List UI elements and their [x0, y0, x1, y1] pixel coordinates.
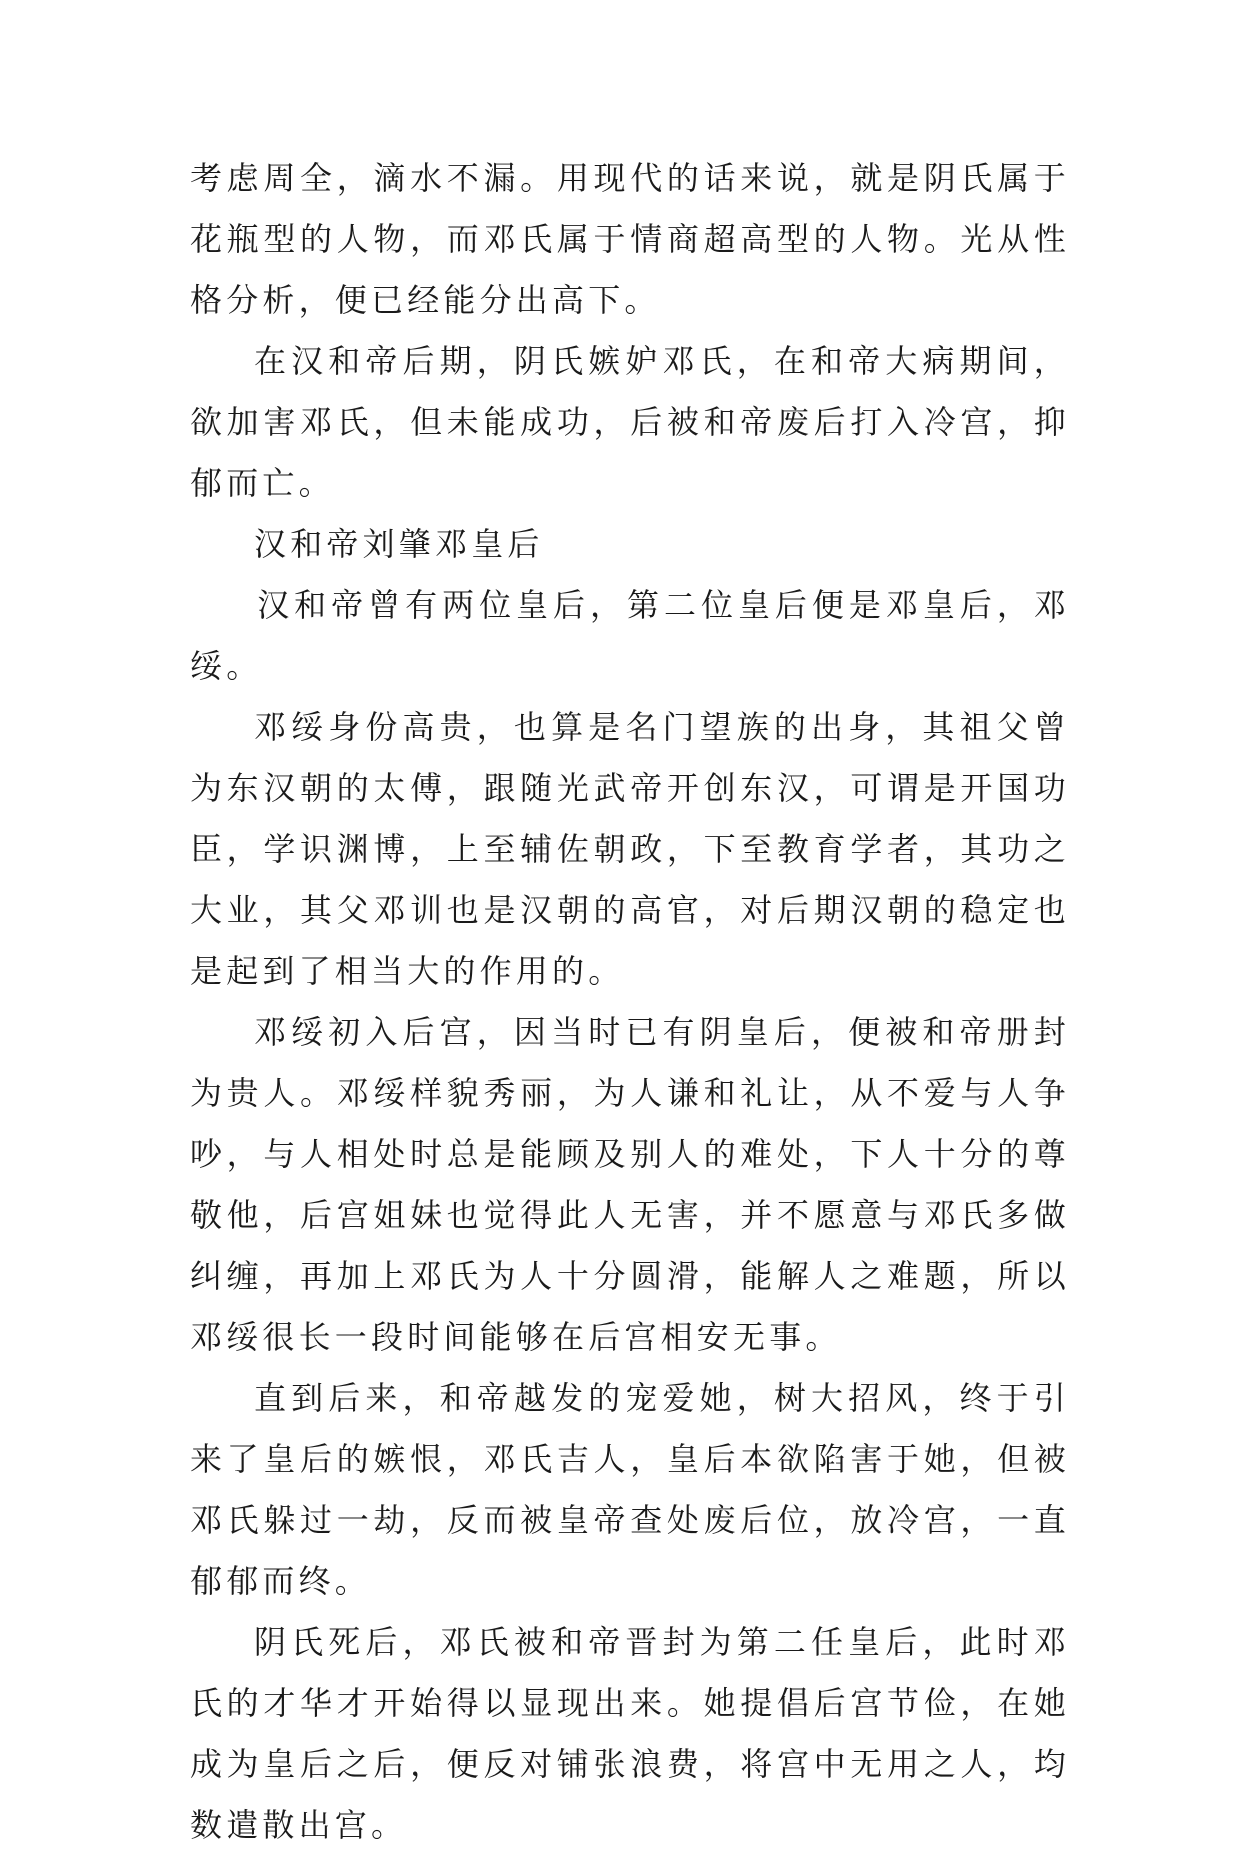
paragraph-4: 邓绥身份高贵，也算是名门望族的出身，其祖父曾为东汉朝的太傅，跟随光武帝开创东汉，可谓是开国功臣，学识渊博，上至辅佐朝政，下至教育学者，其功之大业，其父邓训也是汉朝的高官，对后期汉朝的稳定也是起到了相当大的作用的。 — [190, 708, 1070, 990]
paragraph-6: 直到后来，和帝越发的宠爱她，树大招风，终于引来了皇后的嫉恨，邓氏吉人，皇后本欲陷害于她，但被邓氏躲过一劫，反而被皇帝查处废后位，放冷宫，一直郁郁而终。 — [190, 1379, 1070, 1600]
paragraph-3: 汉和帝曾有两位皇后，第二位皇后便是邓皇后，邓绥。 — [190, 586, 1070, 685]
paragraph-5: 邓绥初入后宫，因当时已有阴皇后，便被和帝册封为贵人。邓绥样貌秀丽，为人谦和礼让，从不爱与人争吵，与人相处时总是能顾及别人的难处，下人十分的尊敬他，后宫姐妹也觉得此人无害，并不愿意与邓氏多做纠缠，再加上邓氏为人十分圆滑，能解人之难题，所以邓绥很长一段时间能够在后宫相安无事。 — [190, 1013, 1070, 1356]
section-heading: 汉和帝刘肇邓皇后 — [254, 525, 544, 563]
paragraph-7: 阴氏死后，邓氏被和帝晋封为第二任皇后，此时邓氏的才华才开始得以显现出来。她提倡后宫节俭，在她成为皇后之后，便反对铺张浪费，将宫中无用之人，均数遣散出宫。 — [190, 1623, 1070, 1844]
paragraph-2: 在汉和帝后期，阴氏嫉妒邓氏，在和帝大病期间，欲加害邓氏，但未能成功，后被和帝废后打入冷宫，抑郁而亡。 — [190, 342, 1070, 502]
paragraph-1: 考虑周全，滴水不漏。用现代的话来说，就是阴氏属于花瓶型的人物，而邓氏属于情商超高型的人物。光从性格分析，便已经能分出高下。 — [190, 159, 1070, 319]
document-body — [190, 148, 1070, 1856]
